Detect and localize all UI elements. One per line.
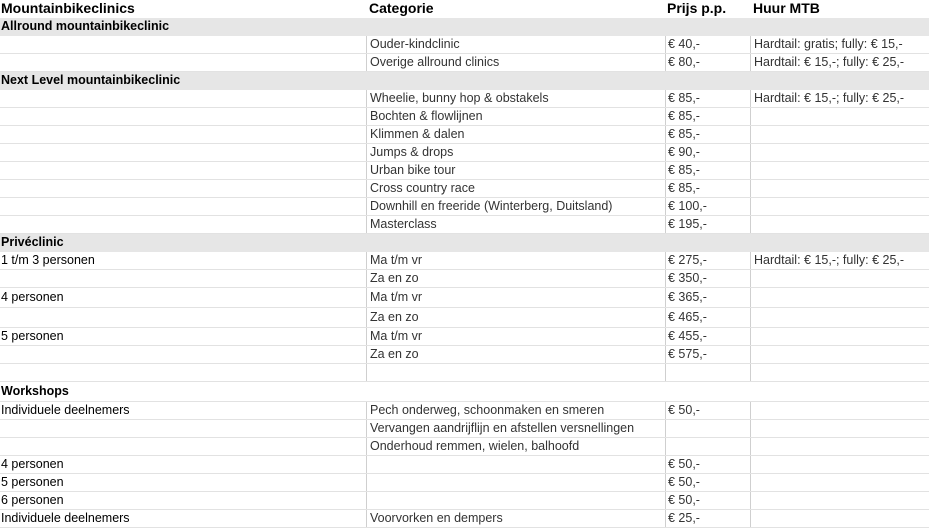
cell-huur[interactable] — [750, 438, 929, 455]
cell-clinic[interactable] — [0, 420, 366, 437]
table-row — [0, 402, 929, 420]
cell-prijs[interactable]: € 90,- — [665, 144, 750, 161]
header-row — [0, 0, 929, 18]
table-row — [0, 364, 929, 382]
cell-categorie[interactable]: Ouder-kindclinic — [366, 36, 665, 53]
cell-prijs[interactable]: € 465,- — [665, 308, 750, 327]
cell-prijs[interactable]: € 100,- — [665, 198, 750, 215]
cell-prijs[interactable]: € 50,- — [665, 492, 750, 509]
cell-huur[interactable] — [750, 346, 929, 363]
table-body — [0, 18, 929, 528]
cell-prijs[interactable]: € 85,- — [665, 180, 750, 197]
table-row — [0, 420, 929, 438]
header-prijs[interactable]: Prijs p.p. — [667, 0, 727, 16]
cell-categorie[interactable]: Ma t/m vr — [366, 328, 665, 345]
section-row — [0, 72, 929, 90]
cell-prijs[interactable]: € 50,- — [665, 456, 750, 473]
table-row — [0, 216, 929, 234]
cell-clinic[interactable]: 4 personen — [1, 457, 64, 471]
table-row — [0, 438, 929, 456]
cell-clinic[interactable] — [0, 270, 366, 287]
cell-categorie[interactable]: Vervangen aandrijflijn en afstellen versnellingen — [366, 420, 665, 437]
cell-prijs[interactable]: € 350,- — [665, 270, 750, 287]
cell-clinic[interactable]: Individuele deelnemers — [1, 511, 130, 525]
cell-categorie[interactable]: Pech onderweg, schoonmaken en smeren — [366, 402, 665, 419]
cell-categorie[interactable]: Masterclass — [366, 216, 665, 233]
cell-clinic[interactable] — [0, 438, 366, 455]
cell-huur[interactable] — [750, 402, 929, 419]
table-row — [0, 474, 929, 492]
cell-clinic[interactable] — [0, 144, 366, 161]
section-row — [0, 234, 929, 252]
cell-prijs[interactable]: € 85,- — [665, 126, 750, 143]
table-row — [0, 90, 929, 108]
cell-categorie[interactable]: Jumps & drops — [366, 144, 665, 161]
cell-categorie[interactable]: Ma t/m vr — [366, 288, 665, 307]
cell-categorie[interactable] — [366, 364, 665, 381]
cell-categorie[interactable]: Overige allround clinics — [366, 54, 665, 71]
cell-clinic[interactable] — [0, 308, 366, 327]
cell-clinic[interactable] — [0, 108, 366, 125]
cell-prijs[interactable]: € 575,- — [665, 346, 750, 363]
section-title[interactable]: Next Level mountainbikeclinic — [1, 73, 181, 87]
cell-clinic[interactable] — [0, 216, 366, 233]
cell-clinic[interactable]: 6 personen — [1, 493, 64, 507]
cell-huur[interactable] — [750, 270, 929, 287]
cell-prijs[interactable] — [665, 420, 750, 437]
cell-clinic[interactable] — [0, 346, 366, 363]
cell-clinic[interactable] — [0, 180, 366, 197]
cell-clinic[interactable] — [0, 90, 366, 107]
table-row — [0, 180, 929, 198]
cell-huur[interactable] — [750, 364, 929, 381]
header-huur-mtb[interactable]: Huur MTB — [753, 0, 820, 16]
cell-huur[interactable]: Hardtail: € 15,-; fully: € 25,- — [750, 54, 929, 71]
cell-huur[interactable] — [750, 328, 929, 345]
header-mountainbikeclinics[interactable]: Mountainbikeclinics — [1, 0, 135, 16]
section-title[interactable]: Allround mountainbikeclinic — [1, 19, 170, 33]
cell-categorie[interactable]: Urban bike tour — [366, 162, 665, 179]
table-row — [0, 126, 929, 144]
cell-categorie[interactable] — [366, 474, 665, 491]
cell-prijs[interactable]: € 275,- — [665, 252, 750, 269]
cell-huur[interactable]: Hardtail: € 15,-; fully: € 25,- — [750, 90, 929, 107]
table-row — [0, 36, 929, 54]
cell-huur[interactable] — [750, 198, 929, 215]
section-row — [0, 382, 929, 402]
cell-clinic[interactable] — [0, 126, 366, 143]
cell-huur[interactable]: Hardtail: gratis; fully: € 15,- — [750, 36, 929, 53]
cell-huur[interactable] — [750, 180, 929, 197]
cell-clinic[interactable] — [0, 36, 366, 53]
cell-prijs[interactable]: € 195,- — [665, 216, 750, 233]
cell-huur[interactable] — [750, 308, 929, 327]
table-row — [0, 162, 929, 180]
cell-clinic[interactable]: 1 t/m 3 personen — [1, 253, 95, 267]
table-row — [0, 492, 929, 510]
section-title[interactable]: Workshops — [1, 384, 69, 398]
table-row — [0, 198, 929, 216]
cell-huur[interactable] — [750, 510, 929, 527]
cell-categorie[interactable]: Ma t/m vr — [366, 252, 665, 269]
cell-prijs[interactable] — [665, 364, 750, 381]
cell-categorie[interactable] — [366, 456, 665, 473]
cell-categorie[interactable]: Downhill en freeride (Winterberg, Duitsland) — [366, 198, 665, 215]
table-row — [0, 346, 929, 364]
cell-categorie[interactable]: Bochten & flowlijnen — [366, 108, 665, 125]
cell-huur[interactable] — [750, 162, 929, 179]
cell-prijs[interactable]: € 50,- — [665, 402, 750, 419]
cell-huur[interactable] — [750, 288, 929, 307]
table-row — [0, 54, 929, 72]
cell-prijs[interactable]: € 85,- — [665, 90, 750, 107]
cell-huur[interactable] — [750, 216, 929, 233]
cell-prijs[interactable]: € 40,- — [665, 36, 750, 53]
cell-prijs[interactable]: € 365,- — [665, 288, 750, 307]
section-row — [0, 18, 929, 36]
table-row — [0, 288, 929, 308]
header-categorie[interactable]: Categorie — [369, 0, 434, 16]
cell-prijs[interactable] — [665, 438, 750, 455]
cell-categorie[interactable]: Za en zo — [366, 346, 665, 363]
table-row — [0, 456, 929, 474]
cell-categorie[interactable]: Za en zo — [366, 308, 665, 327]
cell-categorie[interactable] — [366, 492, 665, 509]
cell-prijs[interactable]: € 85,- — [665, 108, 750, 125]
cell-clinic[interactable]: 5 personen — [1, 475, 64, 489]
cell-huur[interactable] — [750, 144, 929, 161]
table-row — [0, 328, 929, 346]
cell-huur[interactable]: Hardtail: € 15,-; fully: € 25,- — [750, 252, 929, 269]
table-row — [0, 270, 929, 288]
cell-clinic[interactable] — [0, 364, 366, 381]
cell-clinic[interactable] — [0, 54, 366, 71]
cell-huur[interactable] — [750, 108, 929, 125]
cell-clinic[interactable] — [0, 198, 366, 215]
table-row — [0, 144, 929, 162]
cell-categorie[interactable]: Onderhoud remmen, wielen, balhoofd — [366, 438, 665, 455]
cell-categorie[interactable]: Klimmen & dalen — [366, 126, 665, 143]
cell-categorie[interactable]: Voorvorken en dempers — [366, 510, 665, 527]
cell-prijs[interactable]: € 50,- — [665, 474, 750, 491]
cell-prijs[interactable]: € 25,- — [665, 510, 750, 527]
cell-clinic[interactable]: 5 personen — [1, 329, 64, 343]
cell-clinic[interactable]: Individuele deelnemers — [1, 403, 130, 417]
cell-categorie[interactable]: Cross country race — [366, 180, 665, 197]
table-row — [0, 252, 929, 270]
cell-categorie[interactable]: Wheelie, bunny hop & obstakels — [366, 90, 665, 107]
cell-clinic[interactable] — [0, 162, 366, 179]
table-row — [0, 308, 929, 328]
cell-huur[interactable] — [750, 126, 929, 143]
table-row — [0, 510, 929, 528]
cell-huur[interactable] — [750, 456, 929, 473]
cell-huur[interactable] — [750, 474, 929, 491]
table-row — [0, 108, 929, 126]
cell-clinic[interactable]: 4 personen — [1, 290, 64, 304]
cell-prijs[interactable]: € 455,- — [665, 328, 750, 345]
cell-categorie[interactable]: Za en zo — [366, 270, 665, 287]
cell-prijs[interactable]: € 85,- — [665, 162, 750, 179]
cell-huur[interactable] — [750, 492, 929, 509]
cell-prijs[interactable]: € 80,- — [665, 54, 750, 71]
section-title[interactable]: Privéclinic — [1, 235, 64, 249]
cell-huur[interactable] — [750, 420, 929, 437]
